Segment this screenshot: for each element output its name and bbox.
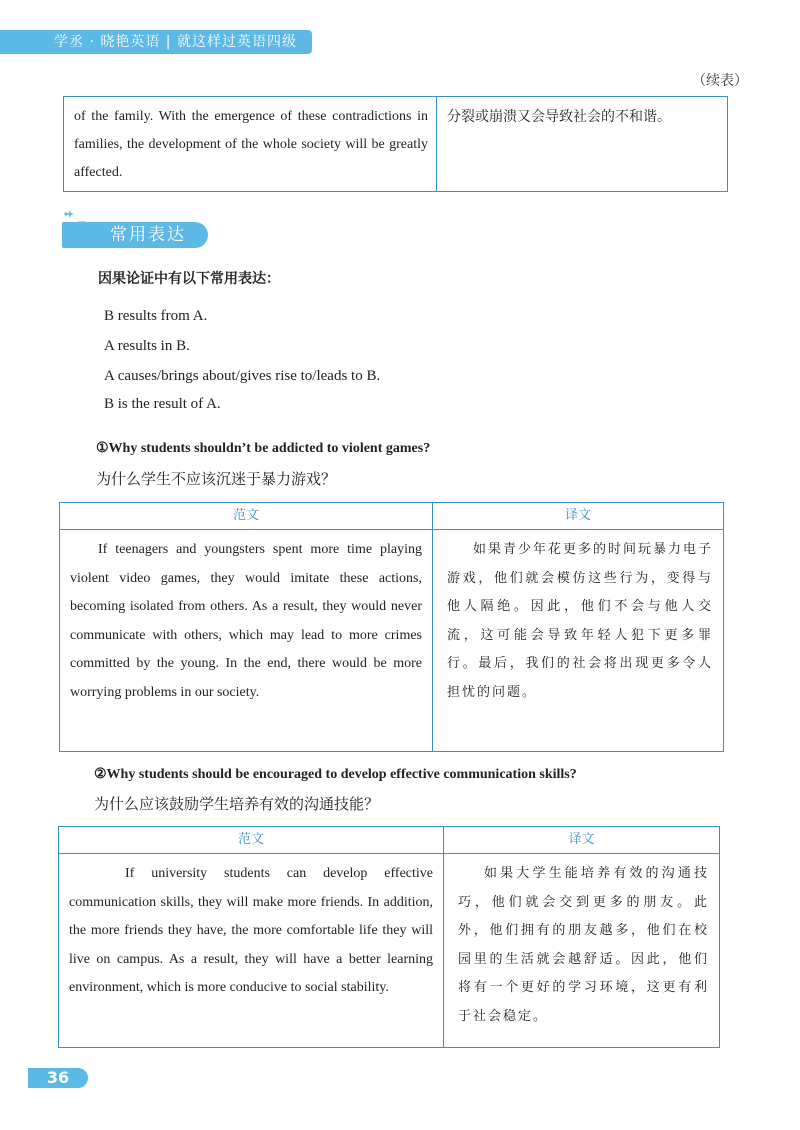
question-2-title: ②Why students should be encouraged to develop effective communication skills?	[94, 767, 577, 782]
header-translation: 译文	[568, 832, 595, 847]
page-number: 36	[28, 1068, 88, 1088]
expression-item: B results from A.	[104, 308, 208, 324]
sample-chinese: 如果大学生能培养有效的沟通技巧，他们就会交到更多的朋友。此外，他们拥有的朋友越多，他们在校园里的生活就会越舒适。因此，他们将有一个更好的学习环境，这更有利于社会稳定。	[458, 866, 709, 1024]
header-sample: 范文	[60, 503, 433, 529]
expression-item: A results in B.	[104, 338, 190, 354]
sample-chinese: 如果青少年花更多的时间玩暴力电子游戏，他们就会模仿这些行为，变得与他人隔绝。因此，他们不会与他人交流，这可能会导致年轻人犯下更多罪行。最后，我们的社会将出现更多令人担忧的问题。	[447, 542, 714, 700]
sample-table-2	[58, 826, 720, 1048]
sample-english: If teenagers and youngsters spent more time playing violent video games, they would imitate these actions, becoming isolated from others. As a result, they would never communicate with others, which may lead to more crimes committed by the young. In the end, there would be more worrying problems in our society.	[60, 530, 433, 752]
expression-item: A causes/brings about/gives rise to/leads to B.	[104, 368, 381, 384]
sample-english: If university students can develop effective communication skills, they will make more friends. In addition, the more friends they have, the more comfortable life they will live on campus. As a result, they will have a better learning environment, which is more conducive to social stability.	[59, 854, 444, 1048]
continued-label: （续表）	[692, 73, 748, 89]
question-2-subtitle: 为什么应该鼓励学生培养有效的沟通技能？	[94, 795, 380, 813]
continued-chinese-cell: 分裂或崩溃又会导致社会的不和谐。	[447, 109, 671, 125]
section-badge: 常用表达	[62, 222, 208, 248]
question-1-subtitle: 为什么学生不应该沉迷于暴力游戏？	[96, 470, 337, 488]
question-1-title: ①Why students shouldn’t be addicted to violent games?	[96, 441, 431, 456]
continued-english-cell: of the family. With the emergence of these contradictions in families, the development of the whole society will be greatly affected.	[64, 97, 437, 191]
running-header: 学丞 · 晓艳英语 | 就这样过英语四级	[0, 30, 312, 54]
header-translation: 译文	[564, 508, 591, 523]
intro-text: 因果论证中有以下常用表达：	[98, 271, 280, 287]
header-sample: 范文	[59, 827, 444, 853]
expression-item: B is the result of A.	[104, 396, 221, 412]
continued-table	[63, 96, 728, 192]
sample-table-1	[59, 502, 724, 752]
